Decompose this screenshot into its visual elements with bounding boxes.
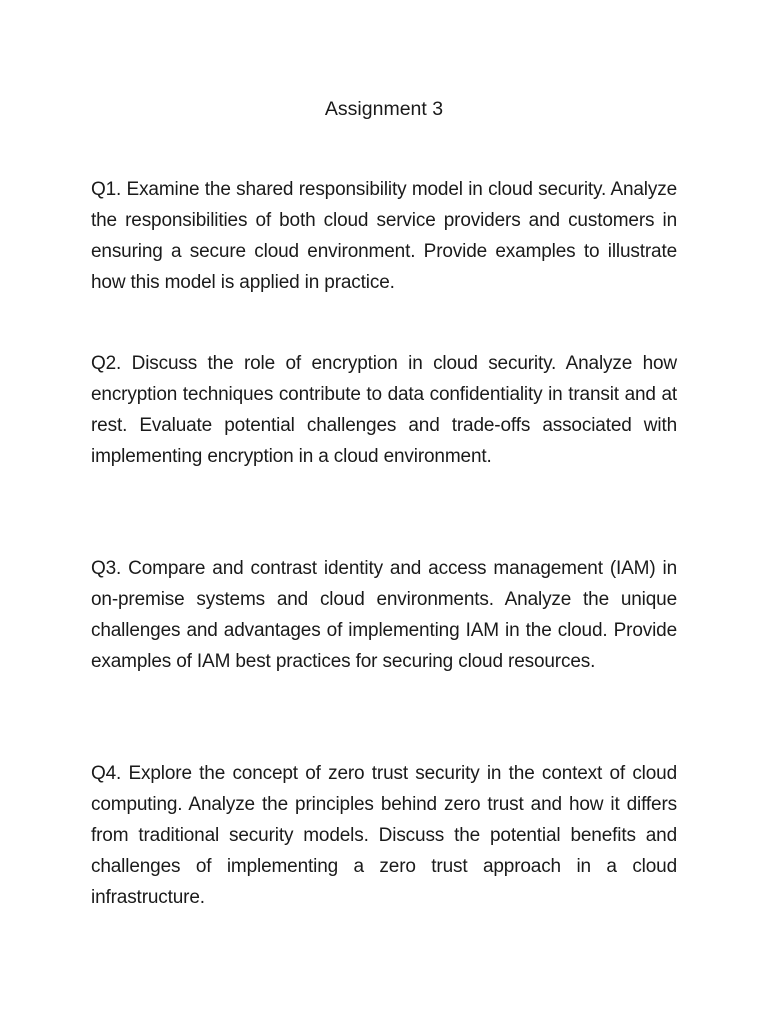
- document-title: Assignment 3: [324, 98, 444, 120]
- question-1: Q1. Examine the shared responsibility model in cloud security. Analyze the responsibilities of both cloud service providers and customers in ensuring a secure cloud environment. Provide examples to illustrate how this model is applied in practice.: [91, 179, 677, 293]
- question-4: Q4. Explore the concept of zero trust security in the context of cloud computing. Analyze the principles behind zero trust and how it differs from traditional security models. Discuss the potential benefits and challenges of implementing a zero trust approach in a cloud infrastructure.: [91, 763, 677, 908]
- question-2: Q2. Discuss the role of encryption in cloud security. Analyze how encryption techniques contribute to data confidentiality in transit and at rest. Evaluate potential challenges and trade-offs associated with implementing encryption in a cloud environment.: [91, 353, 677, 467]
- question-3: Q3. Compare and contrast identity and access management (IAM) in on-premise systems and cloud environments. Analyze the unique challenges and advantages of implementing IAM in the cloud. Provide examples of IAM best practices for securing cloud resources.: [91, 558, 677, 672]
